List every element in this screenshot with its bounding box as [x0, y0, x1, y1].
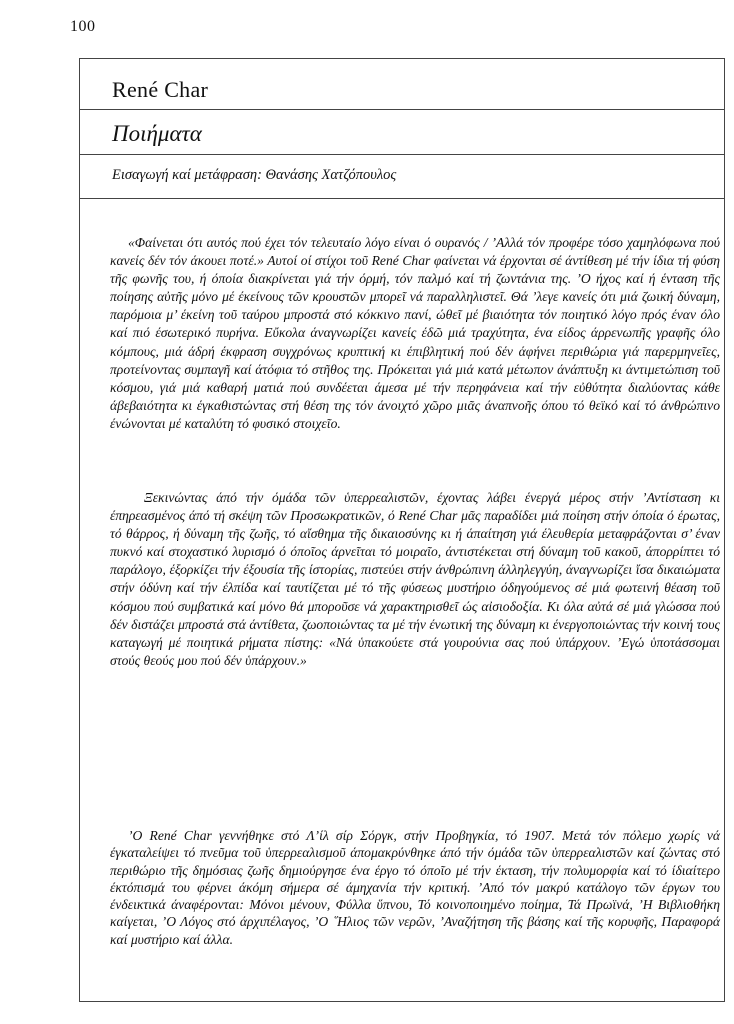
intro-paragraph: «Φαίνεται ότι αυτός πού έχει τόν τελευταίο λόγο είναι ό ουρανός / ’Αλλά τόν προφέρε τόσο χαμηλόφωνα πού κανείς δέν τόν άκουει ποτέ.» Αυτοί οί στίχοι τοῦ René Char φαίνεται νά έρχονται σέ άντίθεση μέ τήν ίδια τή φύση τῆς φωνῆς του, ή όποία διακρίνεται γιά τήν όρμή, τόν παλμό καί τή ζωντάνια της. ’Ο ήχος καί ή ένταση τῆς ποίησης αὐτῆς μόνο μέ έκείνους τῶν κρουστῶν μπορεῖ νά παραλληλιστεῖ. Θά ’λεγε κανείς ότι μιά ζωική δύναμη, παρόμοια μ’ έκείνη τοῦ ταύρου μπροστά στό κόκκινο πανί, ώθεῖ μέ βιαιότητα τόν ποιητικό λόγο πρός έναν όλο καί πιό έσωτερικό πυρήνα. Εὔκολα άναγνωρίζει κανείς έδῶ μιά τραχύτητα, ένα είδος άρρενωπῆς γραφῆς όλο κόμπους, μιά άδρή έκφραση συγχρόνως κρυπτική κι έπιβλητική πού δέν άφήνει περιθώρια γιά παρερμηνεῖες, προτείνοντας συμπαγῆ καί άτόφια τό στῆθος της. Πρόκειται γιά μιά κατά μέτωπον άνάπτυξη κι άντιμετώπιση τοῦ κόσμου, γιά μιά καθαρή ματιά πού συνδέεται άμεσα μέ τήν περηφάνεια καί τήν εὐθύτητα διαλύοντας κάθε άβεβαιότητα κι έγκαθιστώντας στή θέση της τόν άνοιχτό χῶρο μιᾶς άναπνοῆς όπου τό θεϊκό καί τό άνθρώπινο ένώνονται μέ καταλύτη τό φυσικό στοιχεῖο. [110, 235, 720, 431]
body-paragraph: Ξεκινώντας άπό τήν όμάδα τῶν ὑπερρεαλιστῶν, έχοντας λάβει ένεργά μέρος στήν ’Αντίσταση κι έπηρεασμένος άπό τή σκέψη τῶν Προσωκρατικῶν, ό René Char μᾶς παραδίδει μιά ποίηση στήν όποία ό έρωτας, τό θάρρος, ή δύναμη τῆς ζωῆς, τό αἴσθημα τῆς δικαιοσύνης κι ή άπαίτηση γιά έλευθερία μεταφράζονται σ’ έναν πυκνό καί στοχαστικό λυρισμό ό όποῖος άρνεῖται τό μοιραῖο, άντιστέκεται στή δύναμη τοῦ κακοῦ, άπορρίπτει τό παράλογο, έξορκίζει τήν έξουσία τῆς ίστορίας, πιστεύει στήν άνθρώπινη άλληλεγγύη, άναγνωρίζει ἴσα δικαιώματα στήν όδύνη καί τήν έλπίδα καί ταυτίζεται μέ τό τῆς φύσεως μυστήριο όδηγούμενος σέ μιά φωτεινή θέαση τοῦ κόσμου πού συμβατικά καί μόνο θά μποροῦσε νά χαρακτηρισθεῖ ώς αἰσιοδοξία. Κι όλα αὐτά σέ μιά γλώσσα πού δέν διστάζει μπροστά στά άντίθετα, ζωοποιώντας τα μέ τήν ένωτική της δύναμη κι ένεργοποιώντας τήν κοινή τους καταγωγή μέ ποιητικά ρήματα πίστης: «Νά ὑπακούετε στά γουρούνια σας πού ὑπάρχουν. ’Εγώ ὑποτάσσομαι στούς θεούς μου πού δέν ὑπάρχουν.» [110, 490, 720, 668]
divider-line [79, 109, 725, 110]
divider-line [79, 198, 725, 199]
divider-line [79, 154, 725, 155]
article-title: Ποιήματα [112, 121, 202, 146]
bio-paragraph: ’Ο René Char γεννήθηκε στό Λ’ίλ σίρ Σόργκ, στήν Προβηγκία, τό 1907. Μετά τόν πόλεμο χωρίς νά έγκαταλείψει τό πνεῦμα τοῦ ὑπερρεαλισμοῦ άπομακρύνθηκε άπό τήν όμάδα τῶν ὑπερρεαλιστῶν καί ζώντας στό περιθώριο τῆς δημόσιας ζωῆς δημιούργησε ένα έργο τό όποῖο μέ τήν έκταση, τήν πολυμορφία καί τό ίδιαίτερο έκτόπισμά του φέρνει άκόμη σήμερα σέ άμηχανία τήν κριτική. ’Από τόν μακρύ κατάλογο τῶν έργων του ένδεικτικά άναφέρονται: Μόνοι μένουν, Φύλλα ὕπνου, Τό κοινοποιημένο ποίημα, Τά Πρωϊνά, ’Η Βιβλιοθήκη καίγεται, ’Ο Λόγος στό άρχιπέλαγος, ’Ο ῞Ηλιος τῶν νερῶν, ’Αναζήτηση τῆς βάσης καί τῆς κορυφῆς, Παραφορά καί μυστήριο καί άλλα. [110, 828, 720, 947]
page-number: 100 [70, 18, 96, 35]
translator-credit: Εισαγωγή καί μετάφραση: Θανάσης Χατζόπουλος [112, 167, 397, 183]
author-name: René Char [112, 77, 209, 102]
